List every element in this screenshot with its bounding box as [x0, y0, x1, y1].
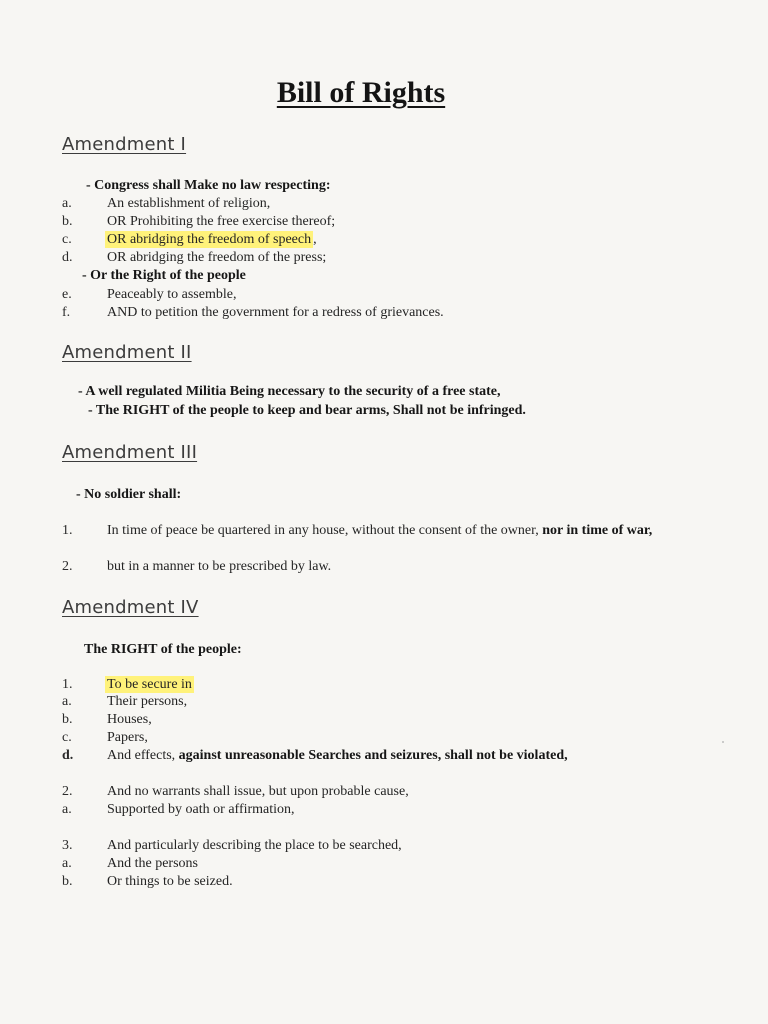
list-marker: e. [62, 287, 72, 302]
list-marker: a. [62, 694, 72, 709]
list-marker: 2. [62, 784, 73, 799]
list-item: And no warrants shall issue, but upon probable cause, [107, 784, 409, 799]
amendment-1-intro: - Congress shall Make no law respecting: [86, 178, 331, 193]
amendment-2-line: - A well regulated Militia Being necessary to the security of a free state, [78, 384, 501, 399]
list-marker: a. [62, 856, 72, 871]
highlighted-text: To be secure in [107, 677, 192, 692]
highlighted-text: OR abridging the freedom of speech [107, 232, 312, 247]
list-item: but in a manner to be prescribed by law. [107, 559, 332, 574]
amendment-2-heading: Amendment II [62, 342, 192, 363]
list-item: OR abridging the freedom of the press; [107, 250, 327, 265]
list-marker: b. [62, 214, 73, 229]
list-item-text: And effects, [107, 748, 176, 763]
list-item: Houses, [107, 712, 152, 727]
list-marker: 1. [62, 677, 73, 692]
list-marker: b. [62, 712, 73, 727]
list-item: OR Prohibiting the free exercise thereof; [107, 214, 336, 229]
page-title: Bill of Rights [276, 76, 446, 109]
list-item: AND to petition the government for a redress of grievances. [107, 305, 444, 320]
list-item-bold-text: against unreasonable Searches and seizures, shall not be violated, [178, 748, 568, 763]
list-item-text: In time of peace be quartered in any house, without the consent of the owner, [107, 523, 539, 538]
list-marker: d. [62, 748, 74, 763]
amendment-4-intro: The RIGHT of the people: [84, 642, 242, 657]
list-item: Papers, [107, 730, 148, 745]
list-item-suffix: , [313, 232, 317, 247]
list-marker: b. [62, 874, 73, 889]
list-marker: f. [62, 305, 71, 320]
list-item [107, 522, 667, 540]
list-item: An establishment of religion, [107, 196, 271, 211]
list-item: Or things to be seized. [107, 874, 233, 889]
list-marker: a. [62, 196, 72, 211]
list-marker: 1. [62, 523, 73, 538]
list-marker: a. [62, 802, 72, 817]
list-item-bold-text: nor in time of war, [542, 523, 653, 538]
amendment-1-intro-2: - Or the Right of the people [82, 268, 246, 283]
list-marker: c. [62, 232, 72, 247]
amendment-2-line: - The RIGHT of the people to keep and bear arms, Shall not be infringed. [88, 403, 526, 418]
list-item [107, 677, 194, 693]
list-item [107, 748, 568, 764]
amendment-3-heading: Amendment III [62, 442, 198, 463]
list-item: Peaceably to assemble, [107, 287, 237, 302]
list-item: Supported by oath or affirmation, [107, 802, 295, 817]
list-item: And particularly describing the place to be searched, [107, 838, 402, 853]
list-item: Their persons, [107, 694, 188, 709]
list-item: And the persons [107, 856, 198, 871]
list-item [107, 232, 317, 248]
list-marker: c. [62, 730, 72, 745]
scan-speck [722, 741, 724, 743]
list-marker: 2. [62, 559, 73, 574]
list-marker: 3. [62, 838, 73, 853]
amendment-1-heading: Amendment I [62, 134, 187, 155]
list-marker: d. [62, 250, 73, 265]
amendment-3-intro: - No soldier shall: [76, 487, 182, 502]
amendment-4-heading: Amendment IV [62, 597, 199, 618]
